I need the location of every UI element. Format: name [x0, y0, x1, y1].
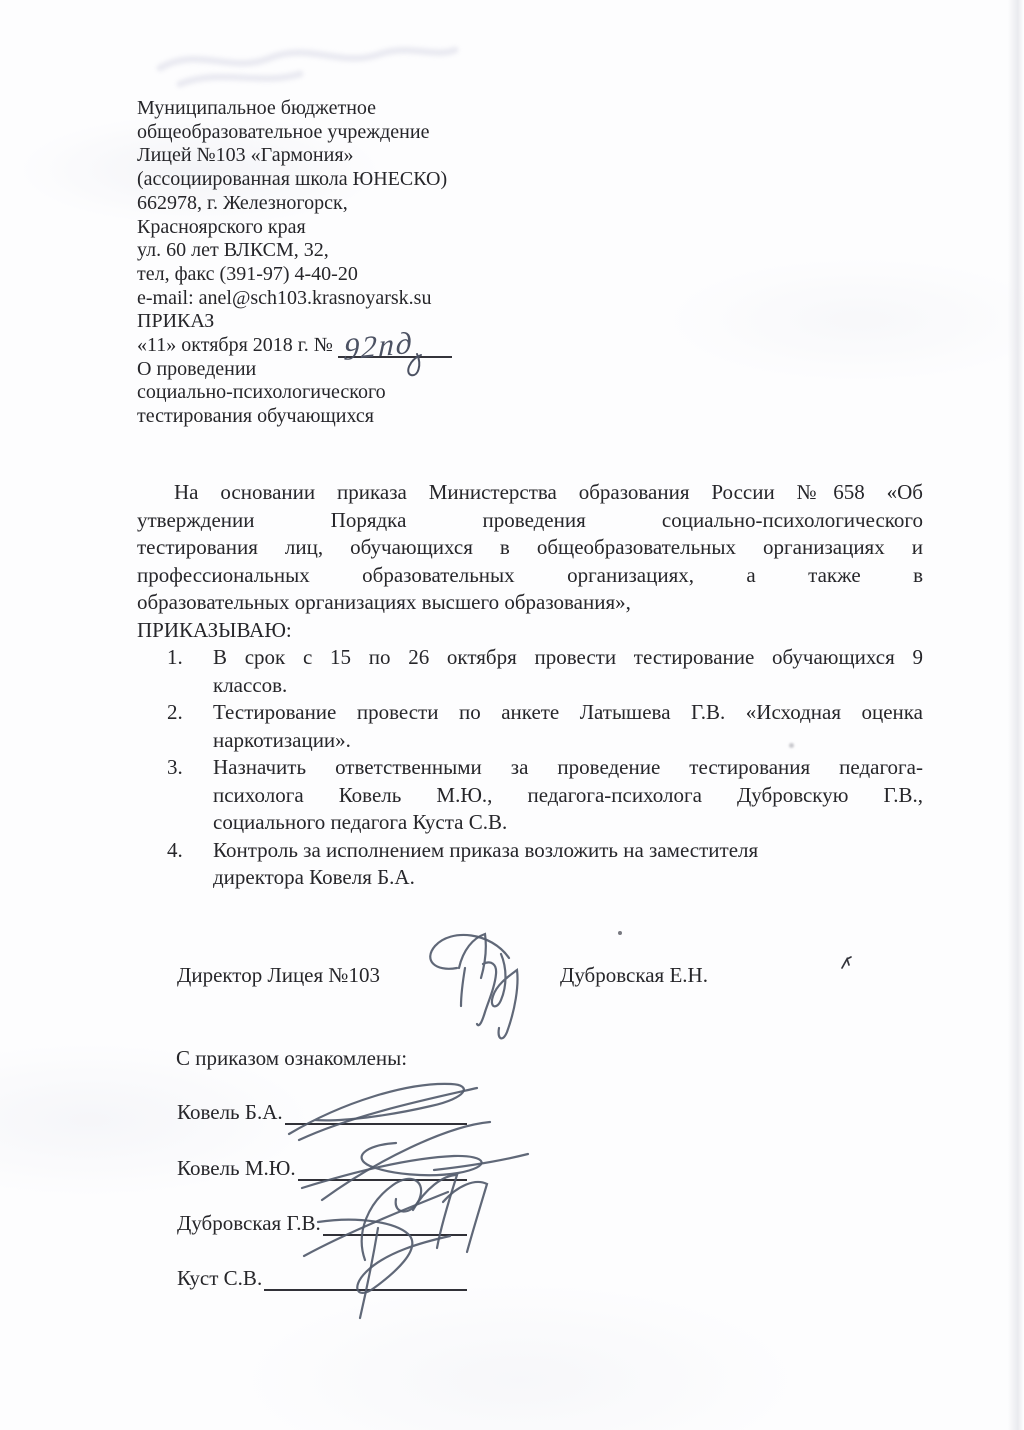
letterhead-line: общеобразовательное учреждение — [137, 120, 430, 143]
scan-artifact-mark — [840, 956, 852, 970]
item-text — [213, 754, 923, 837]
body-paragraph-line: профессиональных образовательных организациях, а также в — [137, 562, 923, 587]
letterhead-line: Красноярского края — [137, 215, 306, 238]
item-line: психолога Ковель М.Ю., педагога-психолога Дубровскую Г.В., — [213, 782, 923, 807]
body-paragraph-line: На основании приказа Министерства образования России №658 «Об — [174, 480, 923, 504]
item-number: 1. — [167, 645, 183, 669]
item-line: классов. — [213, 672, 288, 697]
body-paragraph-line: образовательных организациях высшего образования», — [137, 590, 631, 614]
body-paragraph-line: тестирования лиц, обучающихся в общеобразовательных организациях и — [137, 535, 923, 559]
acknowledger-name: Ковель Б.А. — [177, 1100, 283, 1124]
order-word: ПРИКАЗ — [137, 310, 215, 333]
order-item — [137, 699, 923, 754]
ink-speck — [789, 743, 794, 748]
pen-flourish-icon — [406, 353, 430, 385]
letterhead-line: (ассоциированная школа ЮНЕСКО) — [137, 168, 448, 191]
item-line: Тестирование провести по анкете Латышева Г.В. «Исходная оценка — [213, 700, 923, 724]
subject-line: О проведении — [137, 357, 257, 380]
item-line: Назначить ответственными за проведение тестирования педагога- — [213, 755, 923, 779]
letterhead-line: Муниципальное бюджетное — [137, 97, 377, 119]
director-signature — [413, 920, 543, 1040]
item-text — [213, 837, 923, 892]
letterhead-line: тел, факс (391-97) 4-40-20 — [137, 262, 358, 285]
item-line: социального педагога Куста С.В. — [213, 810, 508, 834]
item-number: 3. — [167, 755, 183, 779]
pencil-scribble — [140, 28, 470, 98]
letterhead-line: e-mail: anel@sch103.krasnoyarsk.su — [137, 286, 432, 309]
resolution-word: ПРИКАЗЫВАЮ: — [137, 617, 292, 642]
item-text — [213, 699, 923, 754]
order-number-field — [338, 324, 452, 367]
item-number: 2. — [167, 700, 183, 724]
acknowledger-signature — [276, 1178, 481, 1326]
director-name: Дубровская Е.Н. — [560, 963, 708, 987]
acknowledged-label: С приказом ознакомлены: — [176, 1046, 408, 1070]
date-line — [137, 324, 452, 367]
letterhead-line: Лицей №103 «Гармония» — [137, 144, 354, 167]
item-text — [213, 644, 923, 699]
letterhead-line: 662978, г. Железногорск, — [137, 191, 348, 214]
item-number: 4. — [167, 837, 183, 862]
director-title: Директор Лицея №103 — [177, 963, 380, 987]
letterhead — [137, 97, 452, 429]
item-line: В срок с 15 по 26 октября провести тестирование обучающихся 9 — [213, 645, 923, 669]
acknowledger-name: Ковель М.Ю. — [177, 1156, 296, 1180]
item-line: наркотизации». — [213, 727, 351, 752]
subject-line: тестирования обучающихся — [137, 405, 374, 428]
letterhead-line: ул. 60 лет ВЛКСМ, 32, — [137, 239, 329, 262]
item-line: Контроль за исполнением приказа возложить на заместителя — [213, 837, 759, 862]
order-item — [137, 754, 923, 837]
body-paragraph-line: утверждении Порядка проведения социально-психологического — [137, 507, 923, 532]
acknowledger-name: Дубровская Г.В. — [177, 1211, 321, 1235]
order-body — [137, 479, 923, 892]
item-line: директора Ковеля Б.А. — [213, 865, 415, 889]
date-prefix: «11» октября 2018 г. № — [137, 334, 333, 357]
order-item — [137, 837, 923, 892]
order-item — [137, 644, 923, 699]
ink-speck — [618, 931, 622, 935]
order-number-handwritten: 92пд — [342, 324, 415, 367]
acknowledger-name: Куст С.В. — [177, 1266, 263, 1290]
subject-line: социально-психологического — [137, 381, 386, 404]
